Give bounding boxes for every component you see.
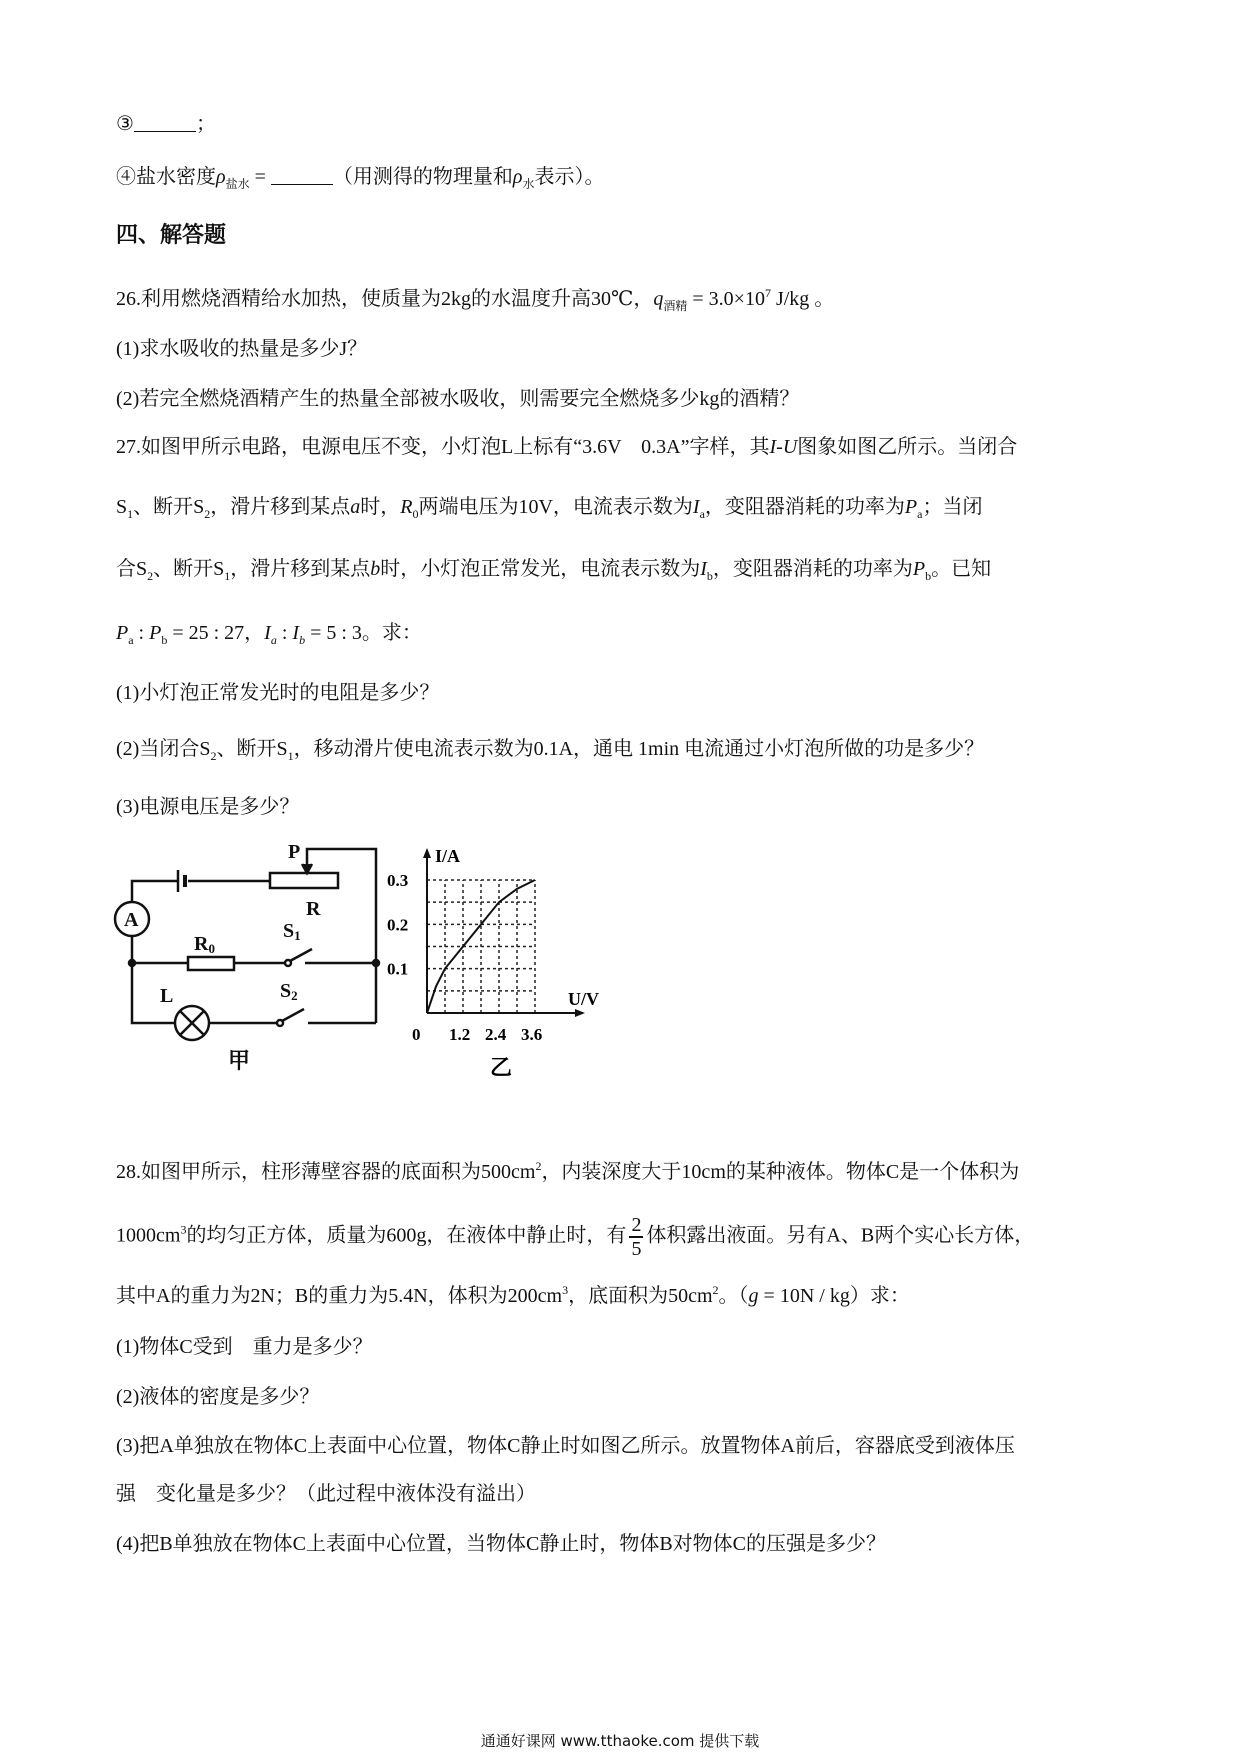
i-symbol: I <box>264 622 271 644</box>
text: ，变阻器消耗的功率为 <box>704 496 905 518</box>
subscript: a <box>699 507 705 521</box>
unit: cm <box>537 1285 563 1307</box>
resistor-r0 <box>188 957 234 970</box>
subscript: 1 <box>287 749 294 763</box>
slider-arrow <box>302 864 312 873</box>
iu-symbol: I-U <box>769 436 798 458</box>
text: 两端电压为10V，电流表示数为 <box>418 496 693 518</box>
switch-s2-lever <box>282 1009 304 1021</box>
caption-jia: 甲 <box>228 1048 251 1073</box>
fraction-two-fifths <box>629 1214 643 1260</box>
p-symbol: P <box>904 496 918 518</box>
text: 的均匀正方体，质量为600g，在液体中静止时，有 <box>186 1224 627 1247</box>
switch-s1-lever <box>290 949 312 961</box>
text: ，变阻器消耗的功率为 <box>712 558 913 580</box>
y-axis-label: I/A <box>435 846 461 866</box>
exponent: 2 <box>535 1159 542 1173</box>
x-tick-label: 2.4 <box>485 1025 507 1044</box>
text: 时，小灯泡正常发光，电流表示数为 <box>380 558 701 580</box>
text: ，滑片移到某点 <box>210 496 351 518</box>
rheostat-r <box>270 873 338 888</box>
subscript: a <box>917 507 923 521</box>
subscript: 2 <box>204 507 211 521</box>
subscript: 0 <box>412 507 419 521</box>
p-symbol: P <box>116 622 129 644</box>
subscript: 盐水 <box>225 177 250 191</box>
text: = 3.0×10 <box>687 288 765 310</box>
s2-sub: 2 <box>291 988 298 1003</box>
circuit-diagram <box>115 849 379 1040</box>
s-symbol: S <box>193 496 205 518</box>
text: ，滑片移到某点 <box>230 558 371 580</box>
text: (2)当闭合 <box>116 738 200 760</box>
caption-yi: 乙 <box>490 1055 513 1080</box>
lamp-cross <box>180 1011 204 1035</box>
point-b: b <box>370 558 381 580</box>
y-axis-arrow <box>423 848 431 858</box>
g-symbol: g <box>748 1285 759 1307</box>
label-s2 <box>280 980 298 1003</box>
text: ④盐水密度 <box>116 166 216 188</box>
label-ammeter: A <box>124 909 139 931</box>
subscript: a <box>270 633 277 647</box>
y-tick-label: 0.3 <box>387 871 409 890</box>
exponent: 3 <box>562 1283 569 1297</box>
footer-watermark: 通通好课网 www.tthaoke.com 提供下载 <box>480 1732 760 1750</box>
text: 表示）。 <box>534 166 605 188</box>
equals: = <box>249 166 271 188</box>
question-26-1: (1)求水吸收的热量是多少J？ <box>116 338 368 360</box>
text: ，移动滑片使电流表示数为0.1A，通电 1min 电流通过小灯泡所做的功是多少？ <box>293 738 985 760</box>
unit: cm <box>688 1285 713 1307</box>
i-symbol: I <box>692 496 700 518</box>
colon: : <box>276 622 293 644</box>
question-27-1: (1)小灯泡正常发光时的电阻是多少？ <box>116 682 440 704</box>
colon: : <box>133 622 150 644</box>
origin-label: 0 <box>412 1025 421 1044</box>
text: ）求： <box>849 1285 910 1307</box>
denominator: 5 <box>631 1238 642 1260</box>
text: 时， <box>360 496 401 518</box>
unit: cm <box>156 1224 181 1247</box>
s-symbol: S <box>136 558 148 580</box>
p-symbol: P <box>149 622 162 644</box>
label-l: L <box>160 985 174 1007</box>
text: ，内装深度大于10cm的某种液体。物体C是一个体积为 <box>541 1161 1020 1183</box>
rho-symbol: ρ <box>216 166 226 188</box>
exponent: 3 <box>180 1222 187 1237</box>
numerator: 2 <box>631 1214 642 1236</box>
r0-main: R <box>194 933 209 955</box>
text: 27.如图甲所示电路，电源电压不变，小灯泡L上标有“3.6V 0.3A”字样，其 <box>116 436 770 458</box>
step-3-label: ③ <box>116 113 134 135</box>
question-26-2: (2)若完全燃烧酒精产生的热量全部被水吸收，则需要完全燃烧多少kg的酒精？ <box>116 388 800 410</box>
iu-graph <box>387 846 599 1080</box>
text: ；当闭 <box>922 496 983 518</box>
subscript: 酒精 <box>663 299 688 313</box>
unit: cm <box>511 1161 536 1183</box>
s-symbol: S <box>276 738 288 760</box>
point-a: a <box>350 496 361 518</box>
subscript: b <box>925 569 932 583</box>
label-r0 <box>194 933 215 956</box>
y-tick-label: 0.1 <box>387 959 409 979</box>
i-symbol: I <box>700 558 707 580</box>
question-28-3-cont: 强 变化量是多少？（此过程中液体没有溢出） <box>116 1483 536 1505</box>
text: 其中A的重力为2N；B的重力为5.4N，体积为200 <box>116 1285 538 1307</box>
question-28-line3 <box>116 1276 910 1310</box>
y-tick-label: 0.2 <box>387 915 409 935</box>
s1-main: S <box>283 920 295 942</box>
text: 图象如图乙所示。当闭合 <box>797 436 1018 458</box>
question-27-3: (3)电源电压是多少？ <box>116 796 300 818</box>
label-r: R <box>306 898 321 920</box>
subscript: 水 <box>522 177 535 191</box>
text: 体积露出液面。另有A、B两个实心长方体， <box>646 1224 1035 1247</box>
q-symbol: q <box>653 288 664 310</box>
section-heading: 四、解答题 <box>116 223 227 248</box>
exponent: 7 <box>764 286 771 300</box>
p-symbol: P <box>912 558 926 580</box>
subscript: b <box>706 569 713 583</box>
x-axis-arrow <box>575 1009 585 1017</box>
i-symbol: I <box>292 622 300 644</box>
wire <box>132 936 376 1023</box>
text: J/kg 。 <box>770 288 835 310</box>
exponent: 2 <box>712 1283 719 1297</box>
text: ，底面积为50 <box>568 1285 689 1307</box>
label-p: P <box>288 841 301 863</box>
rho-symbol: ρ <box>512 166 523 188</box>
punctuation: ； <box>195 113 216 135</box>
x-axis-label: U/V <box>568 989 599 1009</box>
subscript: 2 <box>210 749 217 763</box>
question-28-4: (4)把B单独放在物体C上表面中心位置，当物体C静止时，物体B对物体C的压强是多少？ <box>116 1533 887 1555</box>
subscript: 2 <box>147 569 154 583</box>
s-symbol: S <box>116 496 128 518</box>
s2-main: S <box>280 980 292 1002</box>
s1-sub: 1 <box>294 928 301 943</box>
subscript: 1 <box>127 507 134 521</box>
text: 、断开 <box>133 496 194 518</box>
text: 26.利用燃烧酒精给水加热，使质量为2kg的水温度升高30℃， <box>116 288 654 310</box>
subscript: b <box>299 633 306 647</box>
x-tick-label: 3.6 <box>521 1025 543 1044</box>
label-s1 <box>283 920 301 943</box>
text: = 10N / kg <box>758 1285 850 1307</box>
question-28-1: (1)物体C受到 重力是多少？ <box>116 1336 373 1358</box>
question-28 <box>116 1152 1019 1186</box>
text: 1000 <box>116 1224 156 1247</box>
junction <box>373 960 379 966</box>
question-28-3: (3)把A单独放在物体C上表面中心位置，物体C静止时如图乙所示。放置物体A前后，容器底受到液体压 <box>116 1435 1015 1457</box>
r-symbol: R <box>400 496 413 518</box>
text: （用测得的物理量和 <box>332 166 513 188</box>
question-28-line2 <box>116 1214 1034 1260</box>
text: 。（ <box>718 1285 749 1307</box>
slider-wire <box>307 849 376 1023</box>
subscript: 1 <box>224 569 231 583</box>
text: = 25 : 27， <box>167 622 265 644</box>
text: 。已知 <box>931 558 992 580</box>
text: 、断开 <box>216 738 277 760</box>
text: = 5 : 3 <box>305 622 362 644</box>
text: 28.如图甲所示，柱形薄壁容器的底面积为500 <box>116 1161 511 1183</box>
subscript: b <box>161 633 168 647</box>
r0-sub: 0 <box>208 941 215 956</box>
text: 合 <box>116 558 136 580</box>
text: 、断开 <box>153 558 214 580</box>
text: 。求： <box>361 622 422 644</box>
subscript: a <box>128 633 134 647</box>
s-symbol: S <box>213 558 225 580</box>
junction <box>129 960 135 966</box>
question-28-2: (2)液体的密度是多少？ <box>116 1386 320 1408</box>
s-symbol: S <box>199 738 211 760</box>
x-tick-label: 1.2 <box>449 1025 471 1044</box>
